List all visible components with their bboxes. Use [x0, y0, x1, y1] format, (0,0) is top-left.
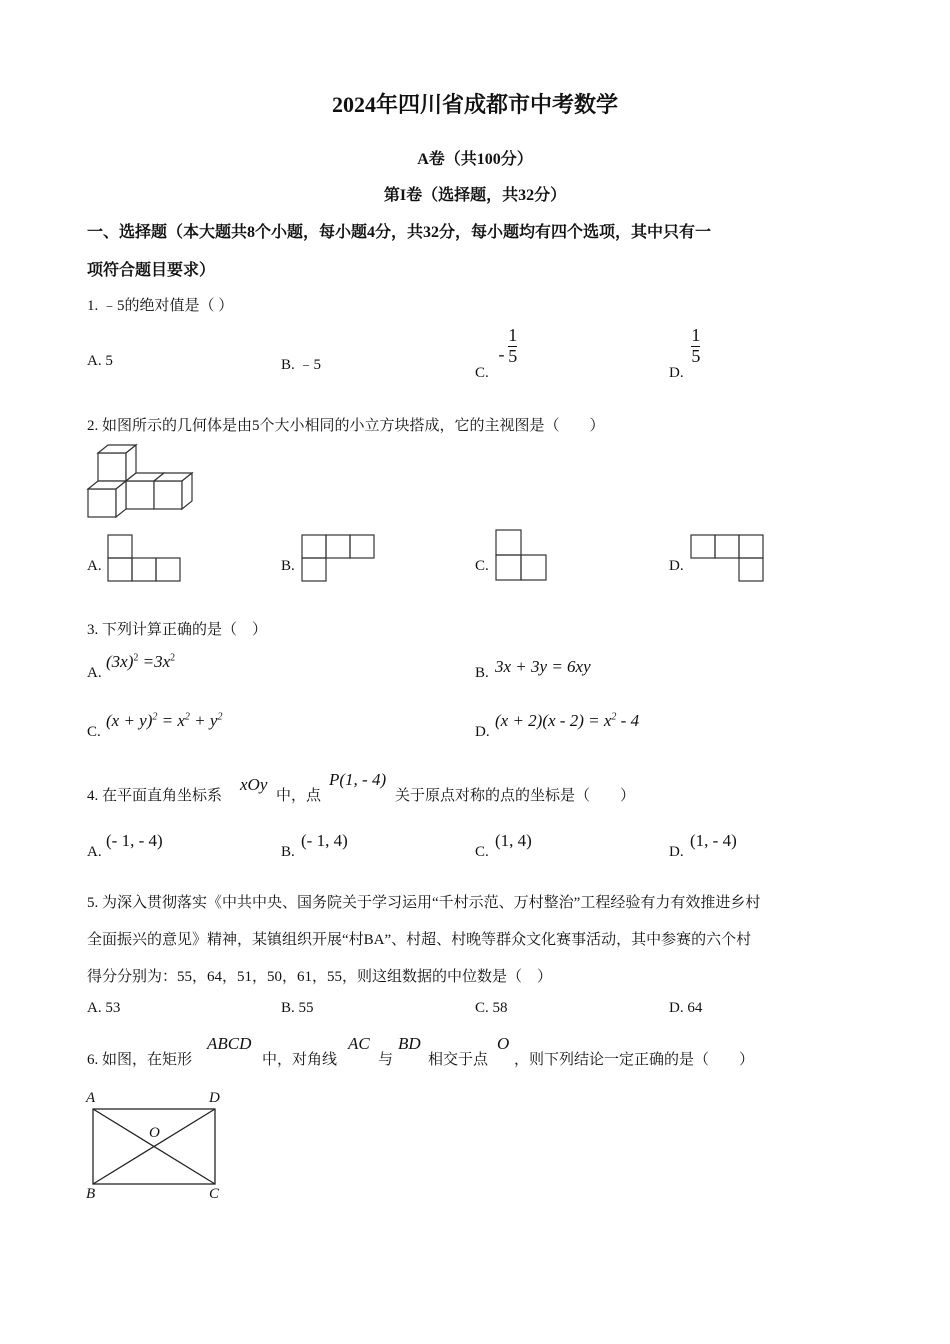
q3-c-exp2: 2 [184, 711, 190, 723]
q3-option-b-expr: 3x + 3y = 6xy [495, 657, 591, 676]
q4-option-c-value: (1, 4) [495, 831, 532, 850]
q1-option-c-fraction [508, 326, 517, 367]
q3-d-tail: - 4 [620, 711, 640, 730]
q6-label-d: D [209, 1090, 220, 1106]
q1-option-a: A. 5 [87, 353, 113, 369]
q6-rectangle-figure [92, 1108, 216, 1185]
q3-option-c: C. [87, 724, 101, 740]
q1-option-c-label: C. [475, 364, 489, 381]
q1-option-d-fraction [691, 326, 700, 367]
q5-option-b: B. 55 [281, 1000, 314, 1016]
q4-option-d-value: (1, - 4) [690, 831, 737, 850]
q4-option-c: C. [475, 844, 489, 860]
q3-c-exp: 2 [152, 711, 158, 723]
q3-a-exp: 2 [133, 652, 139, 664]
q4-option-b: B. [281, 844, 295, 860]
q1-option-c-sign: - [498, 343, 505, 364]
q6-label-b: B [86, 1186, 96, 1202]
q5-option-c: C. 58 [475, 1000, 508, 1016]
q3-option-d-expr [495, 711, 639, 731]
q6-stem-part4: 相交于点 [428, 1052, 489, 1068]
q3-option-b: B. [475, 665, 489, 681]
q4-option-a-value: (- 1, - 4) [106, 831, 163, 850]
q4-option-a: A. [87, 844, 102, 860]
q2-option-c: C. [475, 558, 489, 574]
volume-heading: A卷（共100分） [417, 151, 533, 168]
q2-option-d: D. [669, 558, 684, 574]
q4-option-d: D. [669, 844, 684, 860]
q5-stem-line2: 全面振兴的意见》精神，某镇组织开展“村BA”、村超、村晚等群众文化赛事活动，其中参赛的六个村 [87, 932, 752, 948]
page-title: 2024年四川省成都市中考数学 [331, 92, 618, 117]
q2-option-b-view [301, 534, 375, 582]
q5-option-a: A. 53 [87, 1000, 121, 1016]
q1-d-numerator: 1 [691, 325, 701, 345]
q6-label-c: C [209, 1186, 220, 1202]
q6-stem-part3: 与 [378, 1052, 394, 1068]
q1-d-denominator: 5 [691, 345, 701, 366]
q4-stem-point: P(1, - 4) [329, 770, 387, 789]
q3-stem: 3. 下列计算正确的是（ ） [87, 622, 268, 638]
q2-option-d-view [690, 534, 766, 582]
q6-label-o: O [149, 1125, 160, 1141]
q3-option-c-expr [106, 711, 222, 731]
q2-solid-figure [86, 444, 198, 520]
q2-stem: 2. 如图所示的几何体是由5个大小相同的小立方块搭成，它的主视图是（ ） [87, 418, 605, 434]
q4-stem-part2: 中，点 [276, 788, 322, 804]
section-heading-line1: 一、选择题（本大题共8个小题，每小题4分，共32分，每小题均有四个选项，其中只有一 [87, 224, 712, 241]
q5-stem-line1: 5. 为深入贯彻落实《中共中央、国务院关于学习运用“千村示范、万村整治”工程经验有力有效推进乡村 [87, 895, 761, 911]
q6-stem-o: O [497, 1034, 510, 1053]
q4-stem-part3: 关于原点对称的点的坐标是（ ） [395, 788, 636, 804]
q6-stem-part1: 6. 如图，在矩形 [87, 1052, 193, 1068]
q1-option-b: B. ﹣5 [281, 357, 322, 373]
q3-option-a: A. [87, 665, 102, 681]
part-heading: 第I卷（选择题，共32分） [383, 187, 567, 204]
q3-c-lhs: (x + y) [106, 711, 153, 730]
q6-stem-part2: 中，对角线 [262, 1052, 338, 1068]
q2-option-a: A. [87, 558, 102, 574]
q6-stem-bd: BD [398, 1034, 421, 1053]
q3-d-lhs: (x + 2)(x - 2) [495, 711, 584, 730]
q1-stem: 1. ﹣5的绝对值是（ ） [87, 298, 234, 314]
q6-stem-part5: ，则下列结论一定正确的是（ ） [514, 1052, 755, 1068]
q2-option-a-view [107, 534, 181, 582]
q2-option-b: B. [281, 558, 295, 574]
q4-stem-part1: 4. 在平面直角坐标系 [87, 788, 223, 804]
q3-c-exp3: 2 [217, 711, 223, 723]
q1-option-d [669, 325, 701, 381]
q3-d-rhs: = x [588, 711, 612, 730]
q3-option-a-expr [106, 652, 175, 672]
q6-stem-rect-name: ABCD [207, 1034, 252, 1053]
section-heading-line2: 项符合题目要求） [87, 262, 216, 279]
q3-a-lhs: (3x) [106, 652, 134, 671]
q3-a-exp2: 2 [170, 652, 176, 664]
q4-option-b-value: (- 1, 4) [301, 831, 348, 850]
q3-c-rhs: = x [161, 711, 185, 730]
q1-option-c [475, 325, 518, 381]
q2-option-c-view [495, 529, 549, 582]
q1-c-numerator: 1 [508, 325, 518, 345]
q5-stem-line3: 得分分别为：55，64，51，50，61，55，则这组数据的中位数是（ ） [87, 969, 553, 985]
q3-d-exp: 2 [611, 711, 617, 723]
q5-option-d: D. 64 [669, 1000, 703, 1016]
q3-a-rhs: =3x [142, 652, 171, 671]
q6-label-a: A [86, 1090, 96, 1106]
q1-option-d-label: D. [669, 364, 684, 381]
q4-stem-coord-system: xOy [240, 775, 268, 794]
q3-option-d: D. [475, 724, 490, 740]
q6-stem-ac: AC [348, 1034, 370, 1053]
q1-c-denominator: 5 [508, 345, 518, 366]
q3-c-plus: + y [194, 711, 218, 730]
